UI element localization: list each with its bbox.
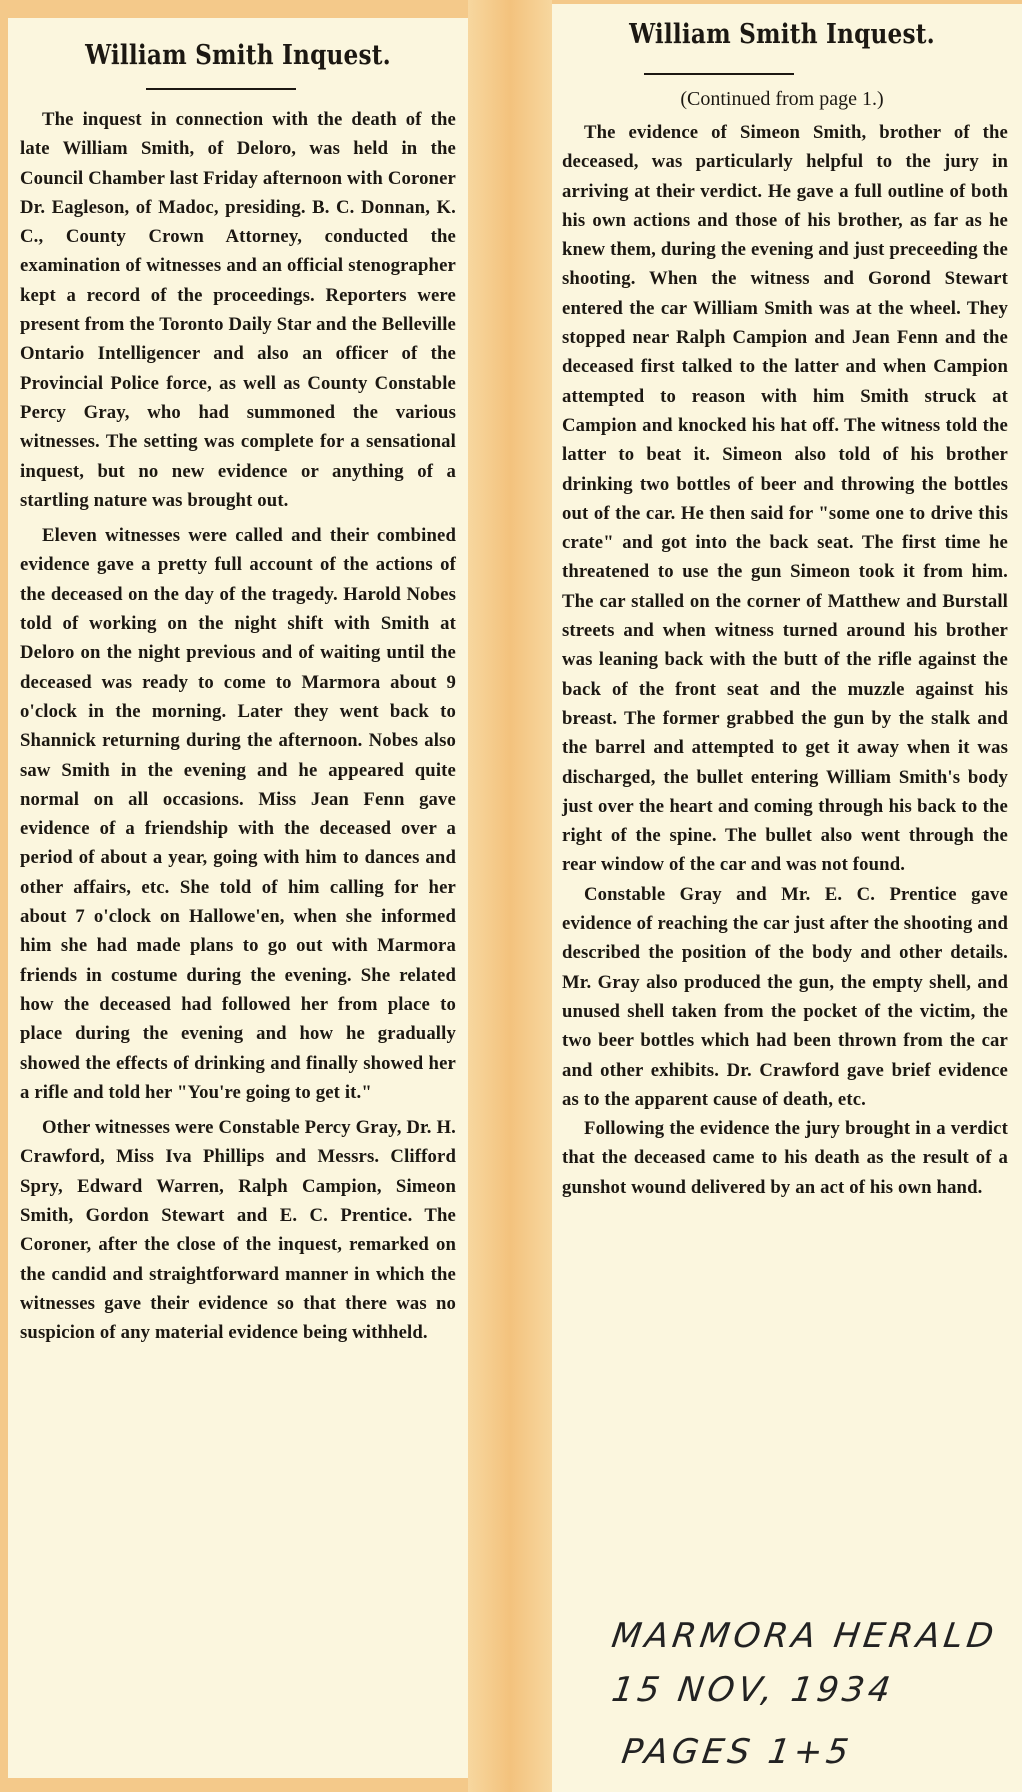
right-headline: William Smith Inquest. [629,19,935,50]
handwritten-pages: PAGES 1+5 [619,1732,855,1772]
right-paragraph-3: Following the evidence the jury brought in a verdict that the deceased came to his death as the result of a gunshot wound delivered by an act of his own hand. [562,1118,1008,1198]
handwritten-date: 15 NOV, 1934 [609,1670,897,1710]
left-headline-rule [146,88,296,90]
left-paragraph-1: The inquest in connection with the death of the late William Smith, of Deloro, was held in the Council Chamber last Friday afternoon with Coroner Dr. Eagleson, of Madoc, presiding. B. C. Donnan, K. C., County Crown Attorney, conducted the examination of witnesses and an official stenographer kept a record of the proceedings. Reporters were present from the Toronto Daily Star and the Belleville Ontario Intelligencer and also an officer of the Provincial Police force, as well as County Constable Percy Gray, who had summoned the various witnesses. The setting was complete for a sensational inquest, but no new evidence or anything of a startling nature was brought out. [20,109,456,511]
scrapbook-background [468,0,552,1792]
right-article-body [562,118,1008,1202]
left-paragraph-2: Eleven witnesses were called and their combined evidence gave a pretty full account of the actions of the deceased on the day of the tragedy. Harold Nobes told of working on the night shift with Smith at Deloro on the night previous and of waiting until the deceased was ready to come to Marmora about 9 o'clock in the morning. Later they went back to Shannick returning during the afternoon. Nobes also saw Smith in the evening and he appeared quite normal on all occasions. Miss Jean Fenn gave evidence of a friendship with the deceased over a period of about a year, going with him to dances and other affairs, etc. She told of him calling for her about 7 o'clock on Hallowe'en, when she informed him she had made plans to go out with Marmora friends in costume during the evening. She related how the deceased had followed her from place to place during the evening and how he gradually showed the effects of drinking and finally showed her a rifle and told her "You're going to get it." [20,525,456,1103]
right-paragraph-1: The evidence of Simeon Smith, brother of the deceased, was particularly helpful to the jury in arriving at their verdict. He gave a full outline of both his own actions and those of his brother, as far as he knew them, during the evening and just preceeding the shooting. When the witness and Gorond Stewart entered the car William Smith was at the wheel. They stopped near Ralph Campion and Jean Fenn and the deceased first talked to the latter and when Campion attempted to reason with him Smith struck at Campion and knocked his hat off. The witness told the latter to beat it. Simeon also told of his brother drinking two bottles of beer and throwing the bottles out of the car. He then said for "some one to drive this crate" and got into the back seat. The first time he threatened to use the gun Simeon took it from him. The car stalled on the corner of Matthew and Burstall streets and when witness turned around his brother was leaning back with the butt of the rifle against the back of the front seat and the muzzle against his breast. The former grabbed the gun by the stalk and the barrel and attempted to get it away when it was discharged, the bullet entering William Smith's body just over the heart and coming through his back to the right of the spine. The bullet also went through the rear window of the car and was not found. [562,122,1008,876]
left-article-body [20,105,456,1347]
left-headline: William Smith Inquest. [85,40,391,71]
left-paragraph-3: Other witnesses were Constable Percy Gray, Dr. H. Crawford, Miss Iva Phillips and Messrs. Clifford Spry, Edward Warren, Ralph Campion, Simeon Smith, Gordon Stewart and E. C. Prentice. The Coroner, after the close of the inquest, remarked on the candid and straightforward manner in which the witnesses gave their evidence so that there was no suspicion of any material evidence being withheld. [20,1117,456,1344]
handwritten-source: MARMORA HERALD [609,1616,1000,1656]
continued-note: (Continued from page 1.) [680,88,884,110]
right-headline-rule [644,73,794,75]
right-clipping [552,4,1022,1792]
left-clipping [8,18,468,1778]
right-paragraph-2: Constable Gray and Mr. E. C. Prentice gave evidence of reaching the car just after the shooting and described the position of the body and other details. Mr. Gray also produced the gun, the empty shell, and unused shell taken from the pocket of the victim, the two beer bottles which had been thrown from the car and other exhibits. Dr. Crawford gave brief evidence as to the apparent cause of death, etc. [562,883,1008,1110]
